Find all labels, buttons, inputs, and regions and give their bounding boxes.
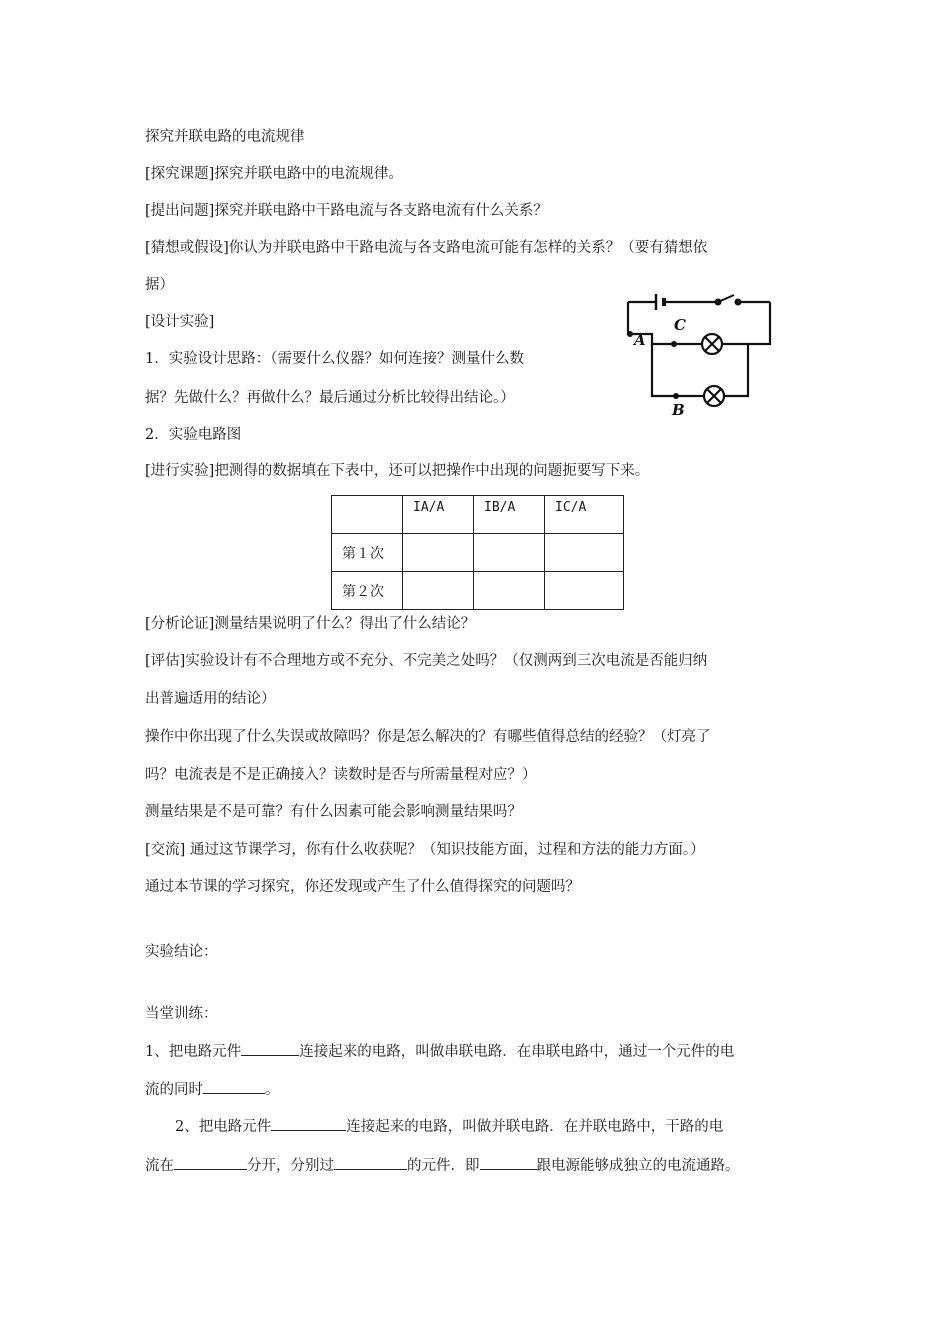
answer-blank[interactable] (174, 1155, 247, 1170)
table-cell[interactable] (474, 534, 545, 572)
table-header-ib: IB/A (474, 496, 545, 534)
exercise-1-text-d: 。 (265, 1082, 280, 1098)
hypothesis-line-1: [猜想或假设]你认为并联电路中干路电流与各支路电流可能有怎样的关系？（要有猜想依 (145, 240, 708, 256)
design-step-2: 2．实验电路图 (145, 427, 242, 443)
design-step-1a: 1．实验设计思路：（需要什么仪器？如何连接？测量什么数 (145, 351, 524, 367)
label-a: A (634, 331, 646, 349)
table-cell[interactable] (545, 572, 624, 610)
table-cell[interactable] (403, 534, 474, 572)
exercise-2-text-f: 跟电源能够成独立的电流通路。 (536, 1158, 740, 1174)
exercise-2-text-e: 的元件．即 (407, 1158, 480, 1174)
evaluation-line-1: [评估]实验设计有不合理地方或不充分、不完美之处吗？（仅测两到三次电流是否能归纳 (145, 653, 708, 669)
practice-label: 当堂训练： (145, 1006, 218, 1022)
wire-branch-b-out (724, 344, 748, 396)
table-cell[interactable] (545, 534, 624, 572)
exercise-1-line-1 (145, 1041, 734, 1062)
battery-icon (656, 294, 664, 310)
exercise-2-text-d: 分开，分别过 (247, 1158, 334, 1174)
operation-line-2: 吗？电流表是不是正确接入？读数时是否与所需量程对应？） (145, 767, 537, 783)
lamp-icon-upper (702, 334, 722, 354)
exercise-1-line-2 (145, 1079, 280, 1100)
procedure-line: [进行实验]把测得的数据填在下表中，还可以把操作中出现的问题扼要写下来。 (145, 463, 650, 479)
operation-line-1: 操作中你出现了什么失误或故障吗？你是怎么解决的？有哪些值得总结的经验？（灯亮了 (145, 729, 711, 745)
design-step-1b: 据？先做什么？再做什么？最后通过分析比较得出结论。） (145, 390, 515, 406)
topic-line: [探究课题]探究并联电路中的电流规律。 (145, 166, 403, 182)
exercise-2-text-a: 2、把电路元件 (175, 1119, 272, 1135)
exercise-2-text-b: 连接起来的电路，叫做并联电路．在并联电路中，干路的电 (346, 1119, 724, 1135)
reliability-line: 测量结果是不是可靠？有什么因素可能会影响测量结果吗？ (145, 804, 522, 820)
exercise-1-text-a: 1、把电路元件 (145, 1044, 242, 1060)
question-line: [提出问题]探究并联电路中干路电流与各支路电流有什么关系？ (145, 203, 548, 219)
table-cell[interactable] (474, 572, 545, 610)
evaluation-line-2: 出普遍适用的结论） (145, 691, 276, 707)
node-c (671, 341, 677, 347)
answer-blank[interactable] (271, 1116, 346, 1131)
label-c: C (674, 316, 686, 334)
answer-blank[interactable] (241, 1041, 299, 1056)
exercise-2-line-2 (145, 1155, 740, 1176)
further-line: 通过本节课的学习探究，你还发现或产生了什么值得探究的问题吗？ (145, 879, 580, 895)
wire-right (748, 302, 770, 344)
switch-icon (716, 295, 741, 305)
wire-branch-b (652, 344, 704, 396)
wire-branch-c (636, 334, 702, 344)
wire-left (628, 302, 636, 334)
circuit-diagram (618, 292, 778, 420)
table-row-label: 第２次 (332, 572, 403, 610)
node-a (627, 331, 633, 337)
table-row-label: 第１次 (332, 534, 403, 572)
exchange-line: [交流] 通过这节课学习，你有什么收获呢？（知识技能方面，过程和方法的能力方面。） (145, 842, 705, 858)
analysis-line: [分析论证]测量结果说明了什么？得出了什么结论？ (145, 616, 476, 632)
exercise-1-text-c: 流的同时 (145, 1082, 203, 1098)
exercise-2-text-c: 流在 (145, 1158, 174, 1174)
page-title: 探究并联电路的电流规律 (145, 129, 305, 145)
exercise-1-text-b: 连接起来的电路，叫做串联电路．在串联电路中，通过一个元件的电 (299, 1044, 735, 1060)
answer-blank[interactable] (334, 1155, 407, 1170)
conclusion-label: 实验结论： (145, 944, 218, 960)
label-b: B (672, 401, 685, 419)
table-row (332, 572, 624, 610)
table-header-cell (332, 496, 403, 534)
hypothesis-line-2: 据） (145, 277, 174, 293)
answer-blank[interactable] (203, 1079, 265, 1094)
table-cell[interactable] (403, 572, 474, 610)
table-header-ia: IA/A (403, 496, 474, 534)
table-row (332, 534, 624, 572)
table-header-row (332, 496, 624, 534)
lamp-icon-lower (704, 386, 724, 406)
node-b (673, 393, 679, 399)
answer-blank[interactable] (480, 1155, 537, 1170)
table-header-ic: IC/A (545, 496, 624, 534)
measurement-table (331, 495, 624, 610)
exercise-2-line-1 (175, 1116, 723, 1137)
design-heading: [设计实验] (145, 314, 215, 330)
